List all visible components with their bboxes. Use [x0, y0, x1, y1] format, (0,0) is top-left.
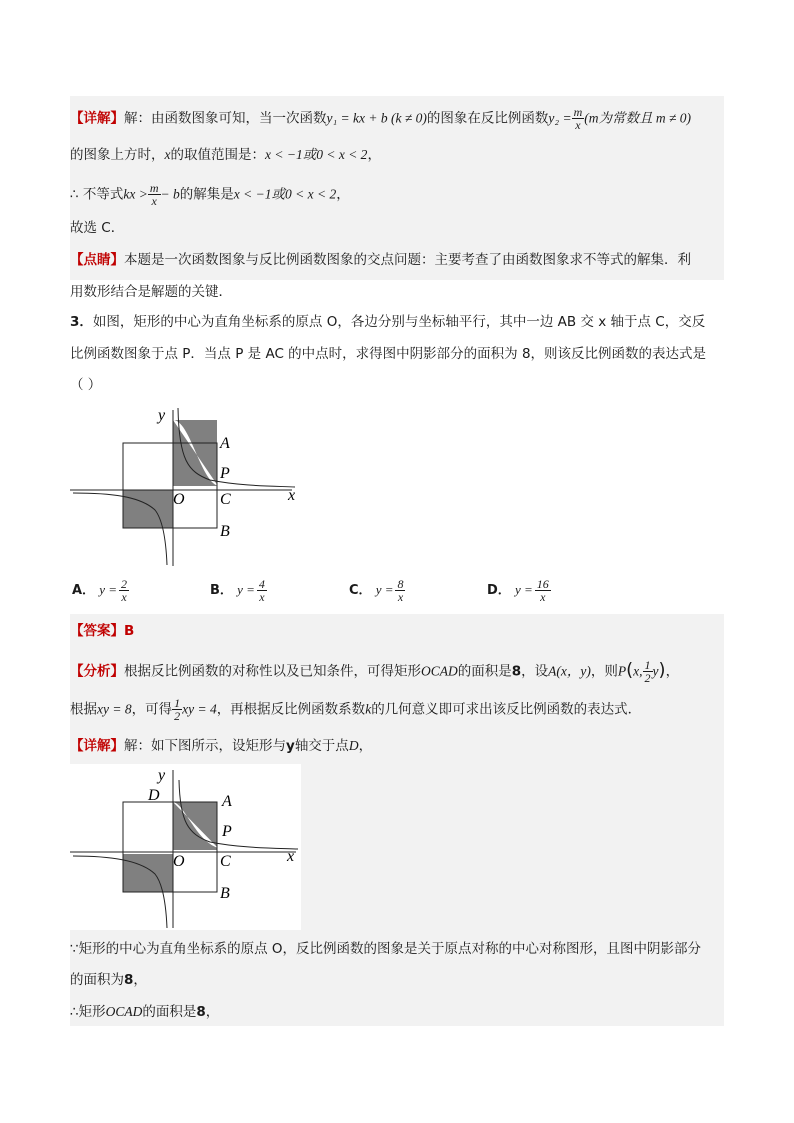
- figure-2-graph: [70, 764, 301, 930]
- analysis-line-1: 【分析】根据反比例函数的对称性以及已知条件，可得矩形OCAD的面积是8，设A(x，y)，则P(x, $\frac{1}{2}$ y)，: [70, 658, 680, 685]
- question-line-1: 3．如图，矩形的中心为直角坐标系的原点 O，各边分别与坐标轴平行，其中一边 AB 交 x 轴于点 C，交反: [70, 314, 706, 330]
- option-d[interactable]: D． y = $\frac{16}{x}$: [487, 577, 549, 604]
- detail-line-4: 故选 C．: [70, 220, 125, 236]
- detail-tag: 【详解】: [70, 110, 124, 127]
- detail-line-3: ∴ 不等式kx > $\frac{m}{x}$ − b的解集是x < −1或0 < x < 2，: [70, 181, 350, 208]
- svg-text:C: C: [220, 853, 231, 870]
- shaded-region-lower: [123, 854, 173, 892]
- option-b[interactable]: B． y = $\frac{4}{x}$: [210, 577, 265, 604]
- label-y: y: [158, 407, 166, 424]
- step-line-2: 的面积为8，: [70, 972, 147, 988]
- detail-line-2: 的图象上方时，x的取值范围是：x < −1或0 < x < 2，: [70, 147, 381, 163]
- option-a[interactable]: A． y = $\frac{2}{x}$: [72, 577, 127, 604]
- answer-tag: 【答案】: [70, 623, 124, 639]
- answer-value: B: [124, 623, 135, 639]
- question-number: 3．: [70, 314, 93, 330]
- step-line-3: ∴矩形OCAD的面积是8，: [70, 1004, 220, 1020]
- shaded-region-lower: [123, 490, 173, 528]
- svg-text:D: D: [148, 787, 160, 804]
- label-P: P: [220, 465, 230, 482]
- svg-text:B: B: [220, 885, 230, 902]
- analysis-line-2: 根据xy = 8，可得 $\frac{1}{2}$ xy = 4，再根据反比例函数系数k的几何意义即可求出该反比例函数的表达式．: [70, 696, 642, 723]
- svg-text:A: A: [222, 793, 232, 810]
- fraction-m-over-x: $\frac{m}{x}$: [573, 105, 583, 132]
- note-line-1: 【点睛】本题是一次函数图象与反比例函数图象的交点问题：主要考查了由函数图象求不等式的解集．利: [70, 252, 691, 268]
- detail2-tag: 【详解】: [70, 738, 124, 754]
- question-line-2: 比例函数图象于点 P．当点 P 是 AC 的中点时，求得图中阴影部分的面积为 8，则该反比例函数的表达式是: [70, 346, 707, 362]
- option-c[interactable]: C． y = $\frac{8}{x}$: [349, 577, 404, 604]
- step-line-1: ∵矩形的中心为直角坐标系的原点 O，反比例函数的图象是关于原点对称的中心对称图形，且图中阴影部分: [70, 941, 702, 957]
- label-C: C: [220, 491, 231, 508]
- question-line-3: （ ）: [70, 377, 102, 393]
- figure-1-graph: [70, 400, 310, 568]
- svg-text:y: y: [158, 767, 166, 784]
- label-A: A: [220, 435, 230, 452]
- note-tag: 【点睛】: [70, 252, 124, 268]
- fraction-m-over-x-2: $\frac{m}{x}$: [149, 181, 159, 208]
- svg-text:O: O: [173, 853, 185, 870]
- svg-text:P: P: [222, 823, 232, 840]
- answer-line: [70, 622, 724, 640]
- detail2-line-1: 【详解】解：如下图所示，设矩形与y轴交于点D，: [70, 738, 373, 754]
- note-line-2: 用数形结合是解题的关键．: [70, 284, 232, 300]
- label-x: x: [288, 487, 296, 504]
- svg-text:x: x: [287, 848, 295, 865]
- detail-line-1: 【详解】解：由函数图象可知，当一次函数y₁ = kx + b (k ≠ 0)的图象在反比例函数y₂ = $\frac{m}{x}$ (m为常数且 m ≠ 0): [70, 105, 692, 132]
- label-O: O: [173, 491, 185, 508]
- analysis-tag: 【分析】: [70, 663, 124, 680]
- label-B: B: [220, 523, 230, 540]
